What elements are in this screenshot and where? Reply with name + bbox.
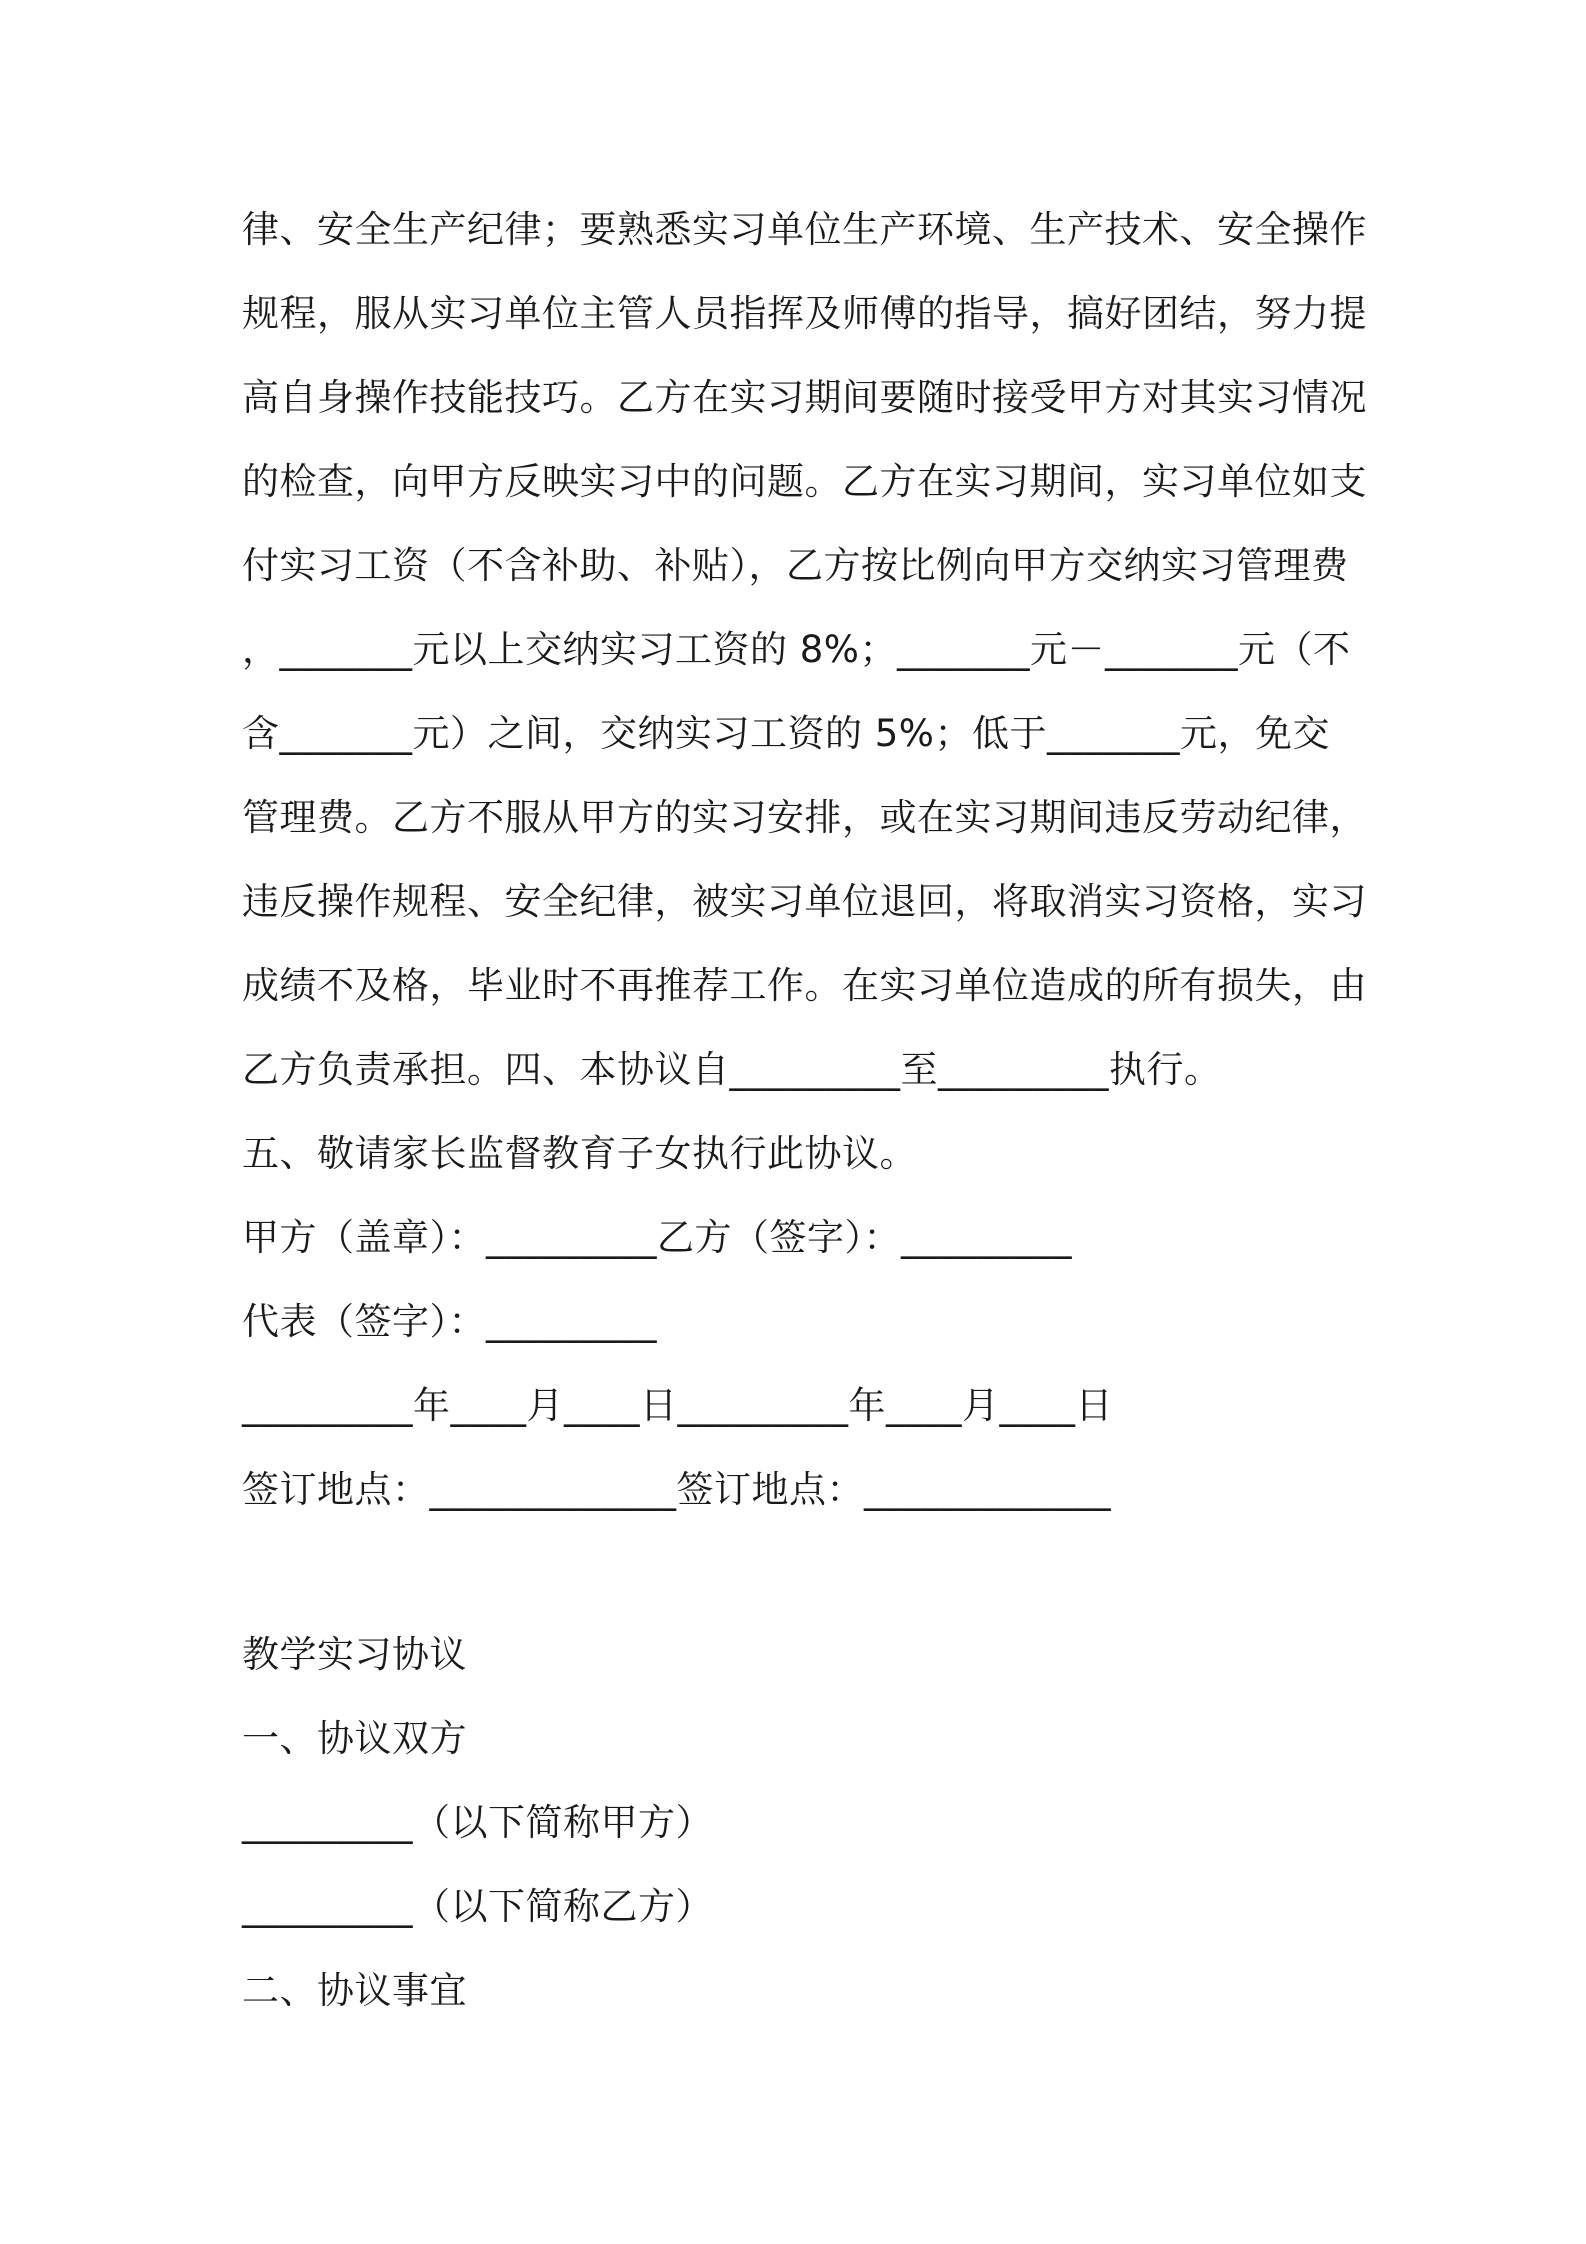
paragraph-line: 规程，服从实习单位主管人员指挥及师傅的指导，搞好团结，努力提 xyxy=(242,292,1367,335)
section-heading: 二、协议事宜 xyxy=(242,1969,467,2012)
paragraph-line: 管理费。乙方不服从甲方的实习安排，或在实习期间违反劳动纪律， xyxy=(242,796,1367,839)
paragraph-line: 律、安全生产纪律；要熟悉实习单位生产环境、生产技术、安全操作 xyxy=(242,208,1367,251)
paragraph-line: 五、敬请家长监督教育子女执行此协议。 xyxy=(242,1132,917,1175)
signature-line-parties: 甲方（盖章）：_________乙方（签字）：_________ xyxy=(242,1216,1072,1259)
signature-line-date: _________年____月____日_________年____月____日 xyxy=(242,1384,1113,1427)
signature-line-location: 签订地点：_____________签订地点：_____________ xyxy=(242,1468,1111,1511)
paragraph-line: 违反操作规程、安全纪律，被实习单位退回，将取消实习资格，实习 xyxy=(242,880,1367,923)
section-heading: 一、协议双方 xyxy=(242,1717,467,1760)
document-title: 教学实习协议 xyxy=(242,1633,467,1676)
paragraph-line: ，_______元以上交纳实习工资的 8%；_______元－_______元（不 xyxy=(242,628,1351,671)
paragraph-line: 付实习工资（不含补助、补贴），乙方按比例向甲方交纳实习管理费 xyxy=(242,544,1349,587)
paragraph-line: 高自身操作技能技巧。乙方在实习期间要随时接受甲方对其实习情况 xyxy=(242,376,1367,419)
paragraph-line: 成绩不及格，毕业时不再推荐工作。在实习单位造成的所有损失，由 xyxy=(242,964,1367,1007)
paragraph-line: 的检查，向甲方反映实习中的问题。乙方在实习期间，实习单位如支 xyxy=(242,460,1367,503)
paragraph-line: 乙方负责承担。四、本协议自_________至_________执行。 xyxy=(242,1048,1222,1091)
party-b-line: _________（以下简称乙方） xyxy=(242,1885,713,1928)
party-a-line: _________（以下简称甲方） xyxy=(242,1801,713,1844)
signature-line-representative: 代表（签字）：_________ xyxy=(242,1300,657,1343)
paragraph-line: 含_______元）之间，交纳实习工资的 5%；低于_______元，免交 xyxy=(242,712,1330,755)
